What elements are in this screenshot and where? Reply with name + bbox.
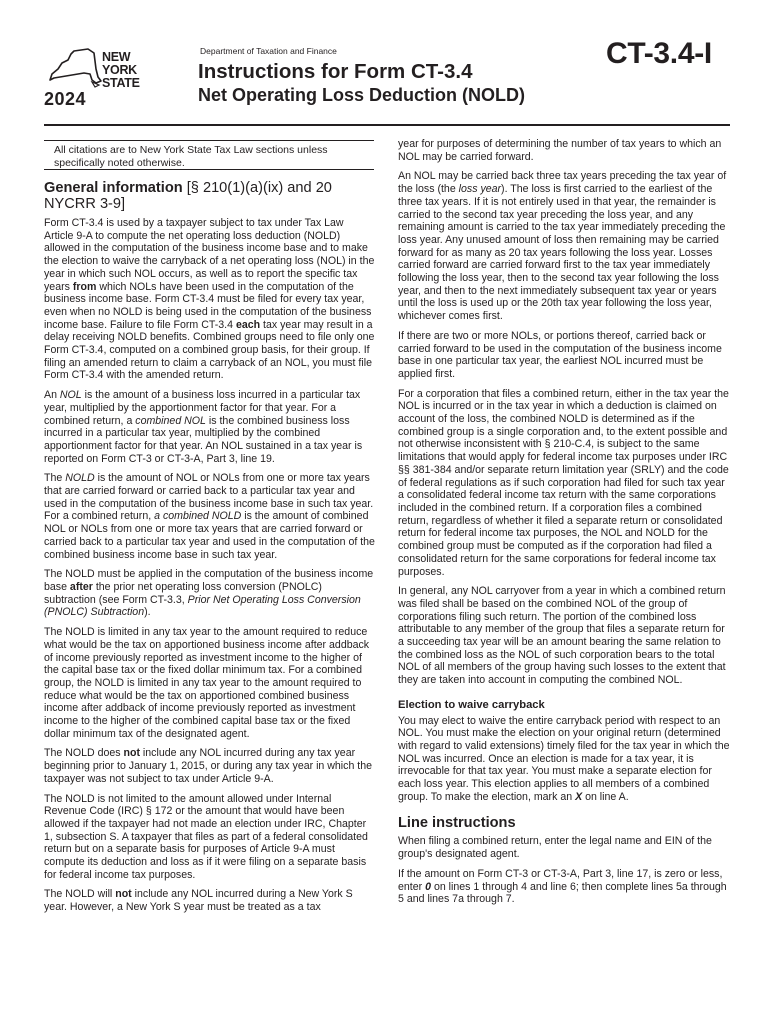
paragraph: The NOLD will not include any NOL incurred during a New York S year. However, a New York S year must be treated as a tax	[44, 888, 353, 914]
general-information-heading: General information [§ 210(1)(a)(ix) and 20 NYCRR 3-9]	[44, 180, 332, 212]
department-name: Department of Taxation and Finance	[200, 46, 337, 56]
header-divider	[44, 124, 730, 126]
paragraph: The NOLD is the amount of NOL or NOLs from one or more tax years that are carried forward or carried back to a particular tax year and used in the computation of the business income base in such tax year. For a combined return, a combined NOLD is the amount of combined NOL or NOLs from one or more tax years that are carried forward or carried back to a particular tax year and used in the computation of the combined business income base in such tax year.	[44, 472, 375, 561]
paragraph: An NOL may be carried back three tax years preceding the tax year of the loss (the loss year). The loss is first carried to the earliest of the three tax years. If it is not entirely used in that year, the remainder is carried to the second tax year preceding the loss year, and any remaining amount is carried to the tax year immediately preceding the loss year. Any unused amount of loss then remaining may be carried forward for as many as 20 tax years following the loss year. Losses carried forward are carried forward first to the tax year immediately following the loss year, then to the second tax year following the loss year, and then to the next immediately subsequent tax year or years until the loss is used up or the 20th tax year following the loss year, whichever comes first.	[398, 170, 727, 323]
paragraph: The NOLD is not limited to the amount allowed under Internal Revenue Code (IRC) § 172 or the amount that would have been allowed if the taxpayer had not made an election under IRC, Chapter 1, subsection S. A taxpayer that files as part of a federal consolidated return but on a separate basis for purposes of Article 9-A must compute its deduction and loss as if it were filing on a separate basis for federal income tax purposes.	[44, 792, 368, 881]
paragraph: An NOL is the amount of a business loss incurred in a particular tax year, multiplied by the apportionment factor for that year. For a combined return, a combined NOL is the combined business loss incurred in a particular tax year, multiplied by the combined apportionment factor for that year. An NOL sustained in a tax year is reported on Form CT-3 or CT-3-A, Part 3, line 19.	[44, 389, 363, 465]
tax-year: 2024	[44, 89, 87, 109]
citation-note: All citations are to New York State Tax Law sections unless specifically noted otherwise.	[44, 140, 374, 170]
line-instructions-heading: Line instructions	[398, 815, 516, 832]
paragraph: The NOLD does not include any NOL incurred during any tax year beginning prior to January 1, 2015, or during any tax year in which the taxpayer was not subject to tax under Article 9-A.	[44, 747, 373, 785]
election-heading: Election to waive carryback	[398, 698, 545, 711]
nys-logo	[44, 47, 156, 111]
right-column	[398, 138, 730, 913]
page-title: Instructions for Form CT-3.4	[198, 60, 473, 83]
paragraph: When filing a combined return, enter the legal name and EIN of the group's designated agent.	[398, 835, 712, 861]
paragraph: Form CT-3.4 is used by a taxpayer subject to tax under Tax Law Article 9-A to compute the net operating loss deduction (NOLD) allowed in the computation of the business income base and to make the election to waive the carryback of a net operating loss (NOL) in the year in which such NOL occurs, as well as to report the specific tax years from which NOLs have been used in the computation of the business income base. Form CT-3.4 must be filed for every tax year, even when no NOLD is being used in the computation of the business income base. Failure to file Form CT-3.4 each tax year may result in a delay receiving NOLD benefits. Combined groups need to file only one Form CT-3.4, computed on a combined group basis, for their group. If filing an amended return to claim a carryback of an NOL, you must file Form CT-3.4 with the amended return.	[44, 217, 375, 382]
new-york-state-map-icon	[44, 47, 104, 95]
paragraph: The NOLD is limited in any tax year to the amount required to reduce what would be the tax on apportioned business income after addback of income previously reported as investment income to the higher of the capital base tax or the fixed dollar minimum tax. For a combined group, the NOLD is limited in any tax year to the amount required to reduce what would be the tax on apportioned combined business income after addback of income previously reported as investment income to the higher of the combined capital base tax or the fixed dollar minimum tax of the designated agent.	[44, 626, 370, 740]
paragraph: The NOLD must be applied in the computation of the business income base after the prior net operating loss conversion (PNOLC) subtraction (see Form CT-3.3, Prior Net Operating Loss Conversion (PNOLC) Subtraction).	[44, 568, 374, 619]
paragraph: If the amount on Form CT-3 or CT-3-A, Part 3, line 17, is zero or less, enter 0 on lines 1 through 4 and line 6; then complete lines 5a through 5 and lines 7a through 7.	[398, 867, 727, 906]
page-subtitle: Net Operating Loss Deduction (NOLD)	[198, 85, 526, 105]
logo-text: NEW YORK STATE	[102, 50, 140, 90]
left-column	[44, 180, 375, 921]
paragraph: If there are two or more NOLs, or portions thereof, carried back or carried forward to be used in the computation of the business income base in one particular tax year, the earliest NOL incurred must be applied first.	[398, 329, 722, 380]
paragraph: You may elect to waive the entire carryback period with respect to an NOL. You must make the election on your original return (determined with regard to valid extensions) timely filed for the tax year in which the NOL was incurred. Once an election is made for a tax year, it is irrevocable for that tax year. You must make a separate election for each loss year. This election applies to all members of a combined group. To make the election, mark an X on line A.	[398, 714, 730, 803]
paragraph: For a corporation that files a combined return, either in the tax year the NOL is incurred or in the tax year in which a deduction is claimed on account of the loss, the combined NOLD is determined as if the combined group is a single corporation and, to the extent possible and not otherwise inconsistent with § 210-C.4, is subject to the same limitations that would apply for federal income tax purposes under IRC §§ 381-384 and/or separate return limitation year (SRLY) and the code of federal regulations as if such corporation had filed for such tax year a consolidated federal income tax return with the same corporations included in the combined return. If a corporation files a combined return, regardless of whether it filed a separate return or consolidated return for federal income tax purposes, the NOL and NOLD for the combined group must be computed as if the corporation had filed a consolidated return for the same corporations for federal income tax purposes.	[398, 387, 729, 578]
paragraph: year for purposes of determining the number of tax years to which an NOL may be carried forward.	[398, 138, 722, 163]
form-id: CT-3.4-I	[606, 37, 712, 70]
paragraph: In general, any NOL carryover from a year in which a combined return was filed shall be based on the combined NOL of the group of corporations filing such return. The portion of the combined loss attributable to any member of the group that files a separate return for a succeeding tax year will be an amount bearing the same relation to the combined loss as the NOL of such corporation bears to the total NOL of all members of the group having such losses to the extent that they are taken into account in computing the combined NOL.	[398, 585, 726, 687]
